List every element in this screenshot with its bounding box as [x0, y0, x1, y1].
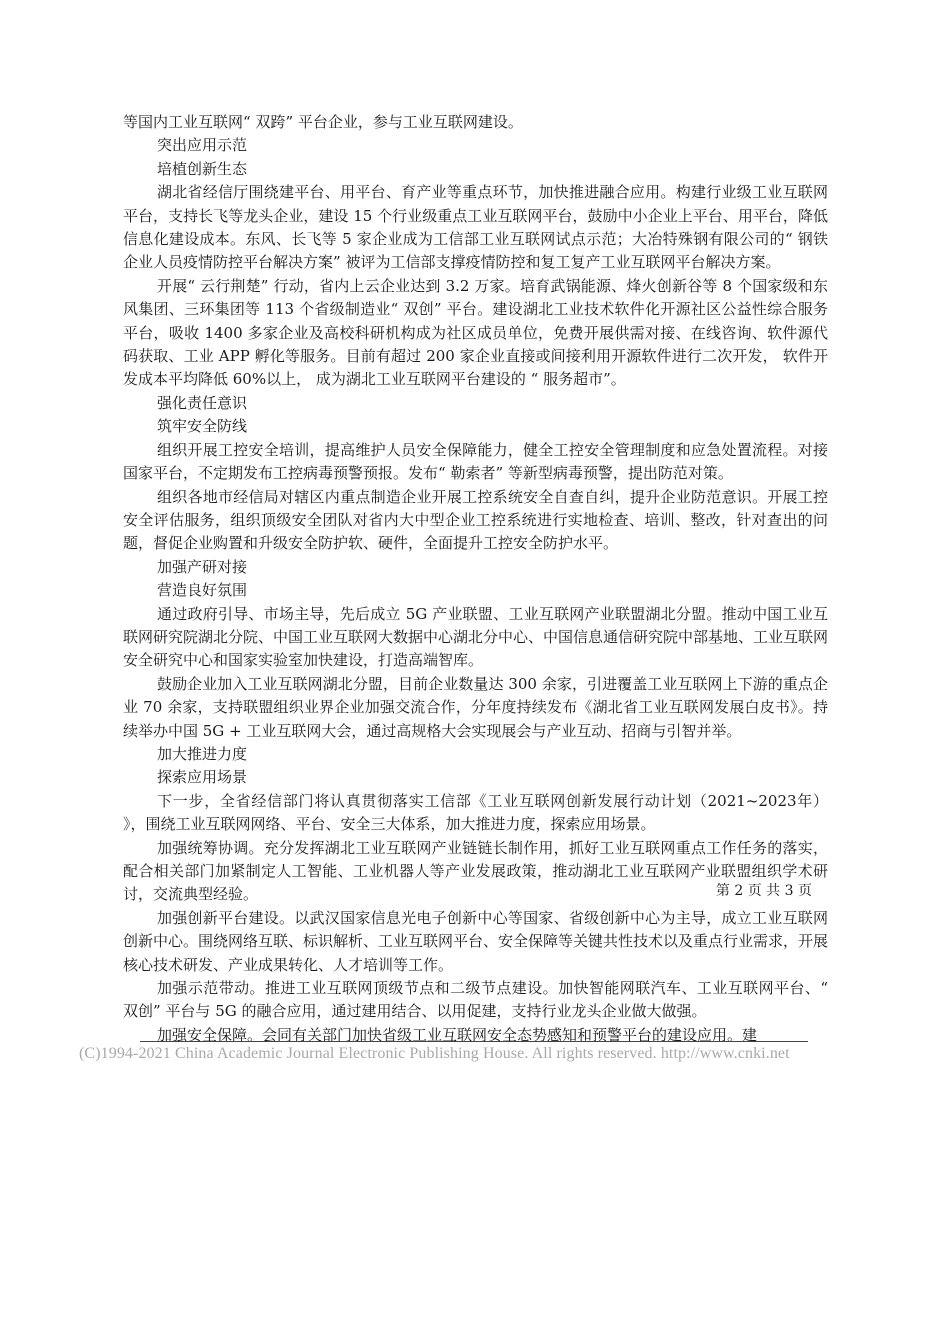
section-subheading: 培植创新生态	[157, 159, 248, 178]
body-paragraph: 下一步，全省经信部门将认真贯彻落实工信部《工业互联网创新发展行动计划（2021~2023年） 》，围绕工业互联网网络、平台、安全三大体系，加大推进力度，探索应用场景。	[123, 791, 828, 834]
body-paragraph: 通过政府引导、市场主导，先后成立 5G 产业联盟、工业互联网产业联盟湖北分盟。推动中国工业互联网研究院湖北分院、中国工业互联网大数据中心湖北分中心、中国信息通信研究院中部基地、工业互联网安全研究中心和国家实验室加快建设，打造高端智库。	[123, 604, 829, 670]
section-subheading: 营造良好氛围	[157, 581, 248, 600]
body-paragraph: 组织开展工控安全培训，提高维护人员安全保障能力，健全工控安全管理制度和应急处置流程。对接国家平台，不定期发布工控病毒预警预报。发布“ 勒索者” 等新型病毒预警，提出防范对策。	[123, 440, 828, 483]
paragraph-continuation: 等国内工业互联网“ 双跨” 平台企业，参与工业互联网建设。	[123, 113, 523, 131]
body-paragraph: 开展“ 云行荆楚” 行动，省内上云企业达到 3.2 万家。培育武锅能源、烽火创新谷等 8 个国家级和东风集团、三环集团等 113 个省级制造业“ 双创” 平台。建设湖北工业技术软件化开源社区公益性综合服务平台，吸收 1400 多家企业及高校科研机构成为社区成员单位，免费开展供需对接、在线咨询、软件源代码获取、工业 APP 孵化等服务。目前有超过 200 家企业直接或间接利用开源软件进行二次开发， 软件开发成本平均降低 60%以上， 成为湖北工业互联网平台建设的 “ 服务超市”。	[123, 276, 828, 389]
body-paragraph: 加强创新平台建设。以武汉国家信息光电子创新中心等国家、省级创新中心为主导，成立工业互联网创新中心。围绕网络互联、标识解析、工业互联网平台、安全保障等关键共性技术以及重点行业需求，开展核心技术研发、产业成果转化、人才培训等工作。	[123, 908, 829, 974]
section-heading: 加大推进力度	[157, 744, 248, 763]
body-paragraph: 湖北省经信厅围绕建平台、用平台、育产业等重点环节，加快推进融合应用。构建行业级工业互联网平台，支持长飞等龙头企业，建设 15 个行业级重点工业互联网平台，鼓励中小企业上平台、用平台，降低信息化建设成本。东风、长飞等 5 家企业成为工信部工业互联网试点示范；大冶特殊钢有限公司的“ 钢铁企业人员疫情防控平台解决方案” 被评为工信部支撑疫情防控和复工复产工业互联网平台解决方案。	[123, 183, 828, 272]
footer-divider	[140, 1041, 808, 1042]
section-subheading: 探索应用场景	[157, 768, 248, 787]
body-paragraph: 加强示范带动。推进工业互联网顶级节点和二级节点建设。加快智能网联汽车、工业互联网平台、“ 双创” 平台与 5G 的融合应用，通过建用结合、以用促建，支持行业龙头企业做大做强。	[123, 979, 828, 1021]
section-subheading: 筑牢安全防线	[157, 417, 248, 436]
page-number: 第 2 页 共 3 页	[715, 883, 812, 899]
section-heading: 突出应用示范	[157, 136, 248, 155]
section-heading: 加强产研对接	[157, 557, 248, 576]
body-paragraph: 加强统筹协调。充分发挥湖北工业互联网产业链链长制作用，抓好工业互联网重点工作任务的落实，配合相关部门加紧制定人工智能、工业机器人等产业发展政策，推动湖北工业互联网产业联盟组织学术研讨，交流典型经验。	[123, 838, 828, 904]
body-paragraph: 组织各地市经信局对辖区内重点制造企业开展工控系统安全自查自纠，提升企业防范意识。开展工控安全评估服务，组织顶级安全团队对省内大中型企业工控系统进行实地检查、培训、整改，针对查出的问题，督促企业购置和升级安全防护软、硬件，全面提升工控安全防护水平。	[123, 487, 828, 553]
article-body	[123, 111, 828, 1047]
section-heading: 强化责任意识	[157, 393, 248, 412]
body-paragraph: 加强安全保障。会同有关部门加快省级工业互联网安全态势感知和预警平台的建设应用。建	[157, 1025, 758, 1044]
copyright-watermark: (C)1994-2021 China Academic Journal Electronic Publishing House. All rights reserved. http://www.cnki.net	[79, 1045, 790, 1062]
body-paragraph: 鼓励企业加入工业互联网湖北分盟，目前企业数量达 300 余家，引进覆盖工业互联网上下游的重点企业 70 余家，支持联盟组织业界企业加强交流合作，分年度持续发布《湖北省工业互联网发展白皮书》。持续举办中国 5G + 工业互联网大会，通过高规格大会实现展会与产业互动、招商与引智并举。	[123, 674, 828, 740]
